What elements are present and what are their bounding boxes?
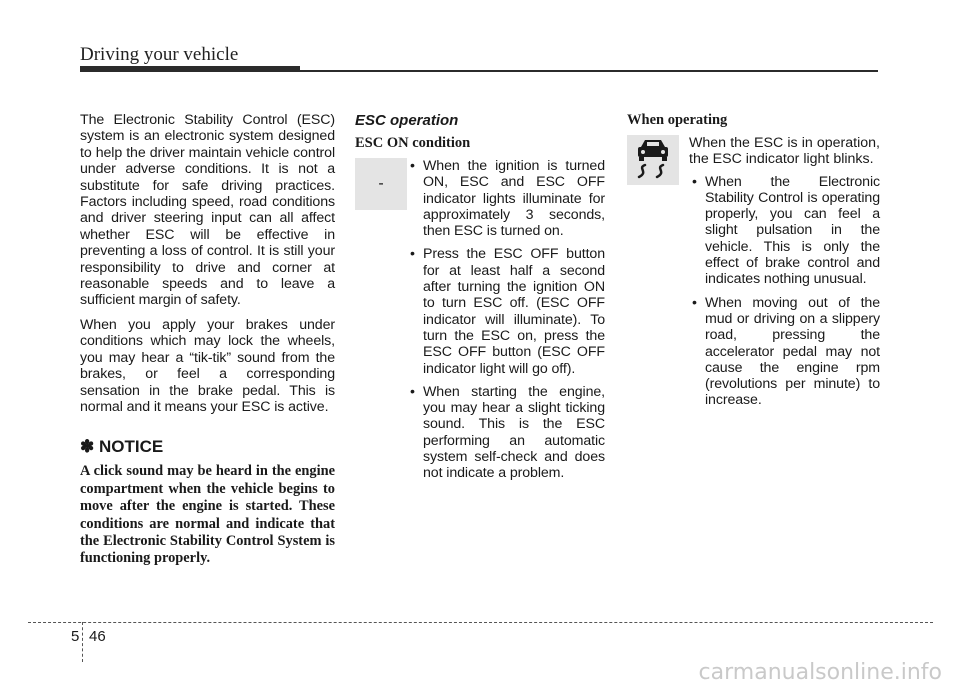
column-esc-operation xyxy=(355,112,605,489)
header-rule-thin xyxy=(300,70,878,72)
page-header-title: Driving your vehicle xyxy=(80,44,239,65)
list-item: • Press the ESC OFF button for at least half a second after turning the ignition ON to turn ESC off. (ESC OFF indicator will illuminate). To turn the ESC on, press the ESC OFF button (ESC OFF indicator light will go off). xyxy=(407,246,605,376)
list-item: • When starting the engine, you may hear a slight ticking sound. This is the ESC performing an automatic system self-check and does not indicate a problem. xyxy=(407,384,605,482)
list-item: • When moving out of the mud or driving on a slippery road, pressing the accelerator pedal may not cause the engine rpm (revolutions per minute) to increase. xyxy=(689,295,880,409)
notice-title: ✽ NOTICE xyxy=(80,437,164,457)
when-operating-heading: When operating xyxy=(627,112,728,128)
header-rule-thick xyxy=(80,66,300,72)
footer-divider xyxy=(82,622,83,662)
esc-skid-car-icon xyxy=(627,135,679,185)
footer-page-number: 46 xyxy=(89,628,106,645)
brake-sound-paragraph: When you apply your brakes under conditions which may lock the wheels, you may hear a “tik-tik” sound from the brakes, or feel a corresponding sensation in the brake pedal. This is normal and it means your ESC is active. xyxy=(80,316,335,415)
esc-on-indicator-row xyxy=(355,158,605,482)
esc-on-condition-heading: ESC ON condition xyxy=(355,135,471,151)
esc-operation-heading: ESC operation xyxy=(355,112,459,129)
list-item: • When the ignition is turned ON, ESC and ESC OFF indicator lights illuminate for approximately 3 seconds, then ESC is turned on. xyxy=(407,158,605,239)
notice-text: A click sound may be heard in the engine compartment when the vehicle begins to move after the engine is started. These conditions are normal and indicate that the Electronic Stability Control System is functioning properly. xyxy=(80,463,335,567)
when-operating-lead: When the ESC is in operation, the ESC indicator light blinks. xyxy=(689,135,880,168)
watermark: carmanualsonline.info xyxy=(698,660,942,685)
footer-section-number: 5 xyxy=(71,628,80,645)
footer-rule xyxy=(28,622,933,623)
list-item: • When the Electronic Stability Control is operating properly, you can feel a slight pulsation in the vehicle. This is only the effect of brake control and indicates nothing unusual. xyxy=(689,174,880,288)
intro-paragraph: The Electronic Stability Control (ESC) system is an electronic system designed to help the driver maintain vehicle control under adverse conditions. It is not a substitute for safe driving practices. Factors including speed, road conditions and driver steering input can all affect whether ESC will be effective in preventing a loss of control. It is still your responsibility to drive and corner at reasonable speeds and to leave a sufficient margin of safety. xyxy=(80,112,335,309)
column-when-operating xyxy=(627,112,880,416)
column-intro xyxy=(80,112,335,568)
esc-indicator-placeholder-box: - xyxy=(355,158,407,210)
esc-operating-indicator-row xyxy=(627,135,880,409)
when-operating-bullet-list xyxy=(627,174,880,409)
